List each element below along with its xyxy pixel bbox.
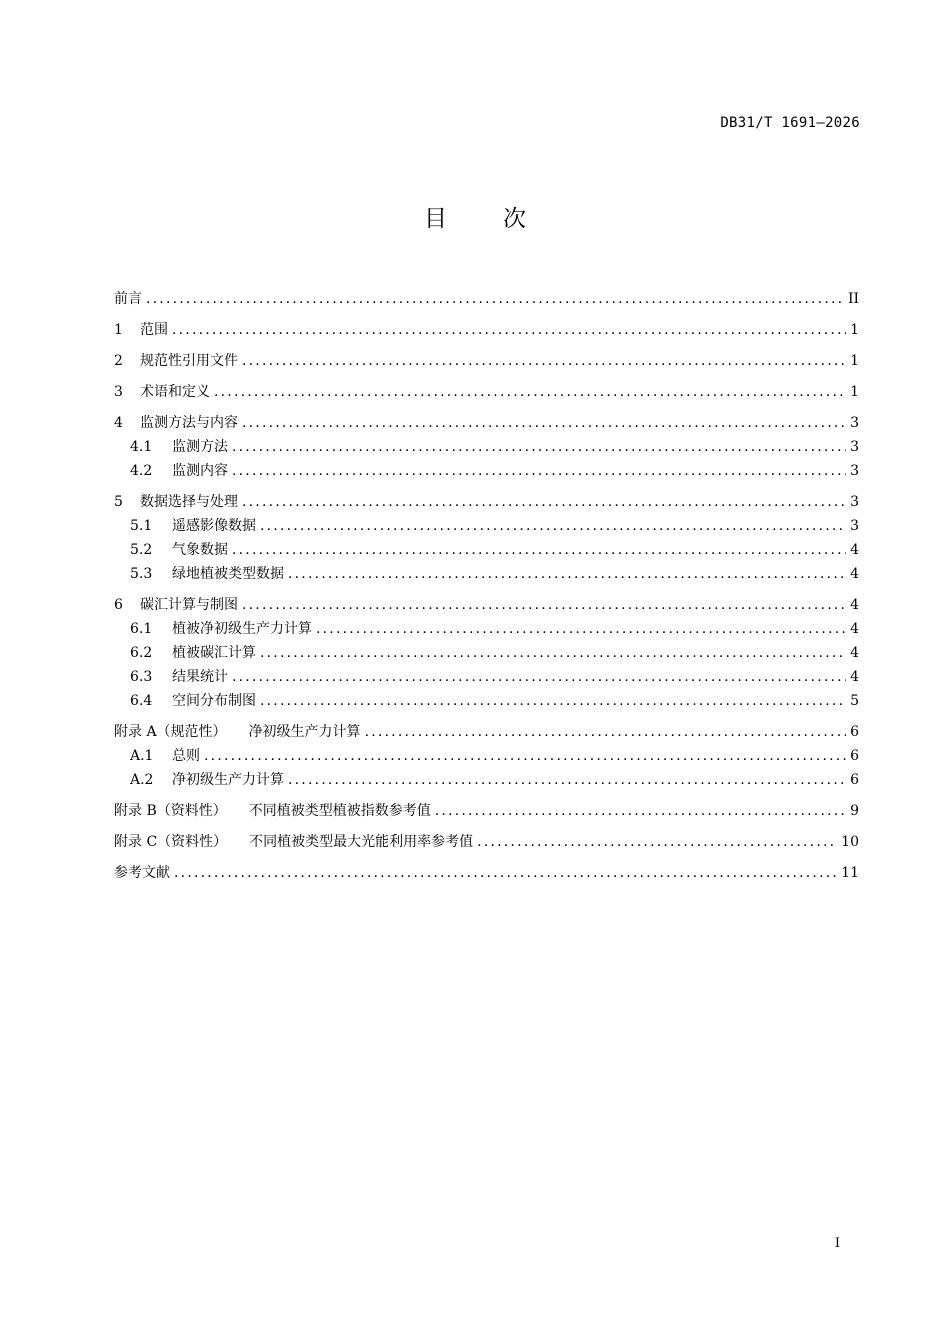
- page-title-char-2: 次: [503, 206, 526, 232]
- toc-entry-page: 1: [850, 353, 859, 369]
- toc-entry-label: 净初级生产力计算: [172, 772, 284, 788]
- toc-entry-page: 3: [850, 463, 859, 479]
- footer-page-number: I: [834, 1236, 840, 1251]
- toc-entry-page: II: [847, 291, 859, 307]
- toc-entry-page: 4: [850, 669, 859, 685]
- toc-entry-number: A.2: [130, 772, 154, 788]
- toc-leader-dots: [232, 435, 846, 459]
- toc-entry-number: 附录 A（规范性）: [114, 724, 227, 740]
- toc-entry-label: 总则: [172, 748, 200, 764]
- toc-entry-label: 规范性引用文件: [140, 353, 238, 369]
- toc-entry-page: 4: [850, 597, 859, 613]
- toc-entry-label: 绿地植被类型数据: [172, 566, 284, 582]
- toc-entry-number: 4.2: [130, 463, 153, 479]
- toc-entry-label: 术语和定义: [140, 384, 210, 400]
- toc-entry-page: 10: [841, 834, 859, 850]
- toc-entry[interactable]: [114, 593, 859, 617]
- toc-entry-number: 6: [114, 597, 123, 613]
- toc-entry[interactable]: [114, 720, 859, 744]
- toc-leader-dots: [242, 349, 846, 373]
- toc-entry-label: 监测方法: [172, 439, 228, 455]
- toc-entry-label: 植被碳汇计算: [172, 645, 256, 661]
- toc-entry-number: 4.1: [130, 439, 153, 455]
- toc-entry-number: 6.1: [130, 621, 153, 637]
- toc-entry-number: 4: [114, 415, 123, 431]
- standard-code: DB31/T 1691—2026: [720, 115, 860, 131]
- toc-entry-page: 9: [850, 803, 859, 819]
- toc-entry-label: 数据选择与处理: [140, 494, 238, 510]
- toc-entry-label: 遥感影像数据: [172, 518, 256, 534]
- toc-entry-number: 6.3: [130, 669, 153, 685]
- page-title-char-1: 目: [424, 206, 447, 232]
- toc-leader-dots: [288, 562, 846, 586]
- toc-entry-label: 植被净初级生产力计算: [172, 621, 312, 637]
- toc-entry-page: 11: [841, 865, 859, 881]
- toc-leader-dots: [232, 459, 846, 483]
- toc-entry[interactable]: [114, 287, 859, 311]
- toc-leader-dots: [260, 641, 846, 665]
- toc-entry-number: 6.4: [130, 693, 153, 709]
- toc-subentry[interactable]: [114, 459, 859, 483]
- toc-leader-dots: [435, 799, 846, 823]
- toc-entry-number: A.1: [130, 748, 154, 764]
- toc-entry-page: 3: [850, 439, 859, 455]
- toc-entry-number: 6.2: [130, 645, 153, 661]
- toc-entry-number: 5: [114, 494, 123, 510]
- toc-entry-number: 5.1: [130, 518, 153, 534]
- table-of-contents: [114, 287, 859, 885]
- toc-entry[interactable]: [114, 349, 859, 373]
- toc-entry-label: 不同植被类型植被指数参考值: [248, 803, 431, 819]
- toc-entry[interactable]: [114, 799, 859, 823]
- page-title: [0, 200, 950, 233]
- toc-entry-number: 5.2: [130, 542, 153, 558]
- toc-entry-label: 参考文献: [114, 865, 170, 881]
- toc-leader-dots: [204, 744, 846, 768]
- toc-entry-page: 3: [850, 494, 859, 510]
- toc-entry-label: 气象数据: [172, 542, 228, 558]
- toc-entry-page: 3: [850, 415, 859, 431]
- toc-entry-number: 1: [114, 322, 123, 338]
- toc-entry[interactable]: [114, 490, 859, 514]
- toc-leader-dots: [288, 768, 846, 792]
- toc-entry-page: 3: [850, 518, 859, 534]
- toc-entry-label: 监测内容: [172, 463, 228, 479]
- toc-entry-page: 4: [850, 645, 859, 661]
- toc-entry-page: 1: [850, 384, 859, 400]
- toc-entry-page: 1: [850, 322, 859, 338]
- toc-entry-label: 不同植被类型最大光能利用率参考值: [249, 834, 474, 850]
- toc-leader-dots: [365, 720, 847, 744]
- toc-entry-number: 5.3: [130, 566, 153, 582]
- toc-entry-label: 前言: [114, 291, 142, 307]
- toc-entry[interactable]: [114, 318, 859, 342]
- toc-subentry[interactable]: [114, 665, 859, 689]
- toc-leader-dots: [260, 514, 846, 538]
- toc-leader-dots: [146, 287, 844, 311]
- toc-entry-page: 4: [850, 542, 859, 558]
- toc-leader-dots: [242, 593, 846, 617]
- toc-subentry[interactable]: [114, 744, 859, 768]
- toc-leader-dots: [477, 830, 837, 854]
- toc-leader-dots: [174, 861, 837, 885]
- toc-subentry[interactable]: [114, 768, 859, 792]
- toc-leader-dots: [242, 490, 846, 514]
- toc-leader-dots: [232, 538, 846, 562]
- toc-entry[interactable]: [114, 411, 859, 435]
- toc-entry[interactable]: [114, 380, 859, 404]
- toc-entry-label: 范围: [140, 322, 168, 338]
- toc-entry-number: 2: [114, 353, 123, 369]
- toc-entry-label: 空间分布制图: [172, 693, 256, 709]
- toc-entry-label: 结果统计: [172, 669, 228, 685]
- toc-leader-dots: [232, 665, 846, 689]
- toc-entry-label: 监测方法与内容: [140, 415, 238, 431]
- toc-entry-page: 5: [850, 693, 859, 709]
- toc-leader-dots: [260, 689, 846, 713]
- toc-entry-number: 附录 C（资料性）: [114, 834, 228, 850]
- toc-subentry[interactable]: [114, 435, 859, 459]
- toc-entry-number: 附录 B（资料性）: [114, 803, 227, 819]
- toc-subentry[interactable]: [114, 538, 859, 562]
- toc-entry-page: 6: [850, 772, 859, 788]
- toc-leader-dots: [214, 380, 846, 404]
- toc-subentry[interactable]: [114, 689, 859, 713]
- toc-leader-dots: [316, 617, 846, 641]
- toc-subentry[interactable]: [114, 641, 859, 665]
- toc-entry-label: 净初级生产力计算: [248, 724, 361, 740]
- toc-entry-page: 4: [850, 566, 859, 582]
- toc-leader-dots: [172, 318, 846, 342]
- toc-subentry[interactable]: [114, 562, 859, 586]
- toc-entry[interactable]: [114, 861, 859, 885]
- toc-entry-label: 碳汇计算与制图: [140, 597, 238, 613]
- toc-entry[interactable]: [114, 830, 859, 854]
- toc-entry-number: 3: [114, 384, 123, 400]
- toc-entry-page: 4: [850, 621, 859, 637]
- toc-subentry[interactable]: [114, 514, 859, 538]
- toc-entry-page: 6: [850, 724, 859, 740]
- toc-subentry[interactable]: [114, 617, 859, 641]
- toc-entry-page: 6: [850, 748, 859, 764]
- toc-leader-dots: [242, 411, 846, 435]
